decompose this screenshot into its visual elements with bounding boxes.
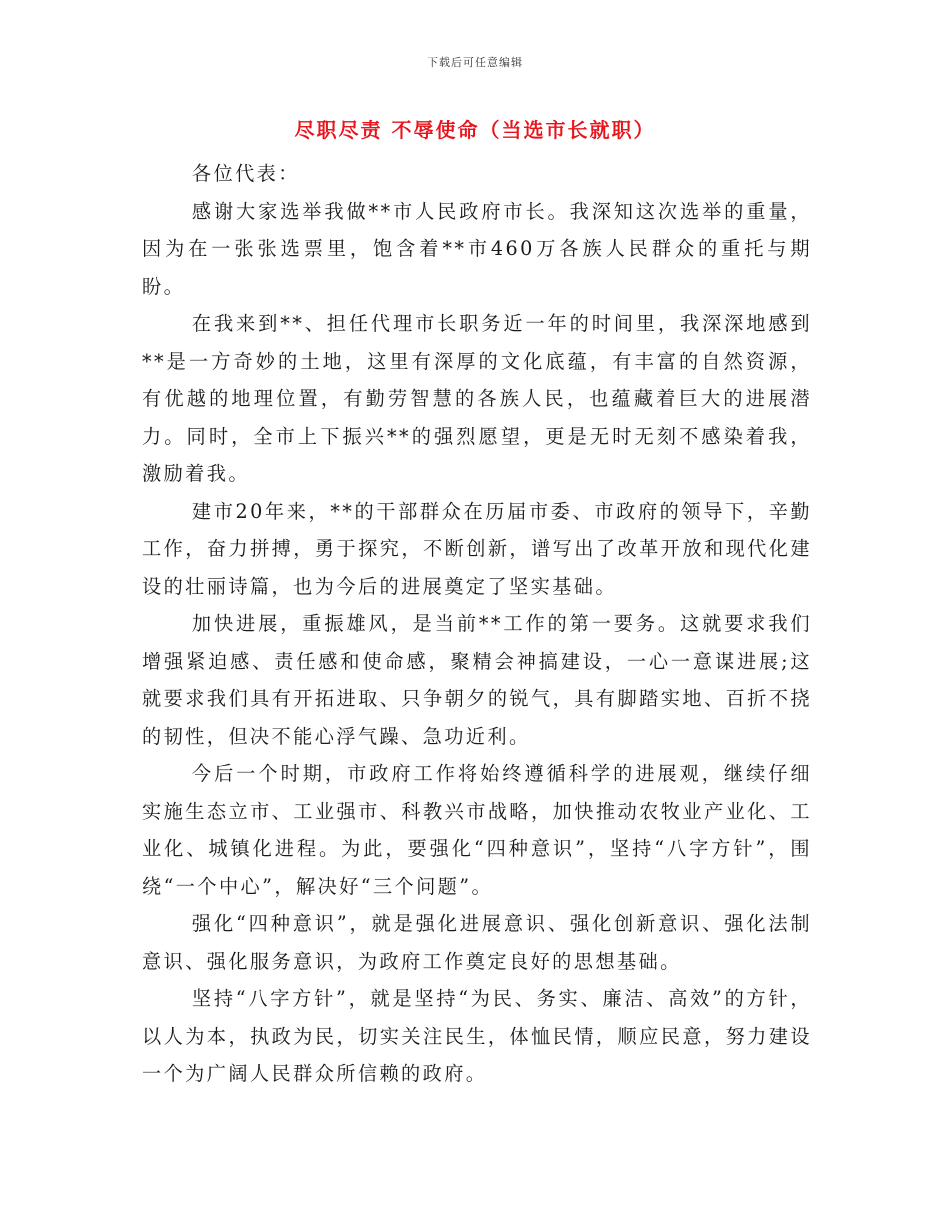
body-paragraph: 今后一个时期，市政府工作将始终遵循科学的进展观，继续仔细实施生态立市、工业强市、科教兴市战略，加快推动农牧业产业化、工业化、城镇化进程。为此，要强化“四种意识”，坚持“八字方针”，围绕“一个中心”，解决好“三个问题”。 bbox=[142, 762, 812, 898]
body-paragraph: 在我来到**、担任代理市长职务近一年的时间里，我深深地感到**是一方奇妙的土地，这里有深厚的文化底蕴，有丰富的自然资源，有优越的地理位置，有勤劳智慧的各族人民，也蕴藏着巨大的进展潜力。同时，全市上下振兴**的强烈愿望，更是无时无刻不感染着我，激励着我。 bbox=[142, 312, 812, 485]
document-title: 尽职尽责 不辱使命（当选市长就职） bbox=[294, 118, 656, 142]
page-header-note: 下载后可任意编辑 bbox=[427, 56, 523, 69]
body-paragraph: 感谢大家选举我做**市人民政府市长。我深知这次选举的重量，因为在一张张选票里，饱含着**市460万各族人民群众的重托与期盼。 bbox=[142, 199, 812, 298]
body-paragraph: 坚持“八字方针”，就是坚持“为民、务实、廉洁、高效”的方针，以人为本，执政为民，切实关注民生，体恤民情，顺应民意，努力建设一个为广阔人民群众所信赖的政府。 bbox=[142, 987, 812, 1085]
document-body bbox=[142, 155, 812, 1093]
body-paragraph: 建市20年来，**的干部群众在历届市委、市政府的领导下，辛勤工作，奋力拼搏，勇于探究，不断创新，谱写出了改革开放和现代化建设的壮丽诗篇，也为今后的进展奠定了坚实基础。 bbox=[142, 499, 812, 598]
salutation-paragraph: 各位代表： bbox=[191, 162, 300, 185]
body-paragraph: 加快进展，重振雄风，是当前**工作的第一要务。这就要求我们增强紧迫感、责任感和使命感，聚精会神搞建设，一心一意谋进展;这就要求我们具有开拓进取、只争朝夕的锐气，具有脚踏实地、百折不挠的韧性，但决不能心浮气躁、急功近利。 bbox=[142, 612, 812, 748]
body-paragraph: 强化“四种意识”，就是强化进展意识、强化创新意识、强化法制意识、强化服务意识，为政府工作奠定良好的思想基础。 bbox=[142, 912, 812, 973]
